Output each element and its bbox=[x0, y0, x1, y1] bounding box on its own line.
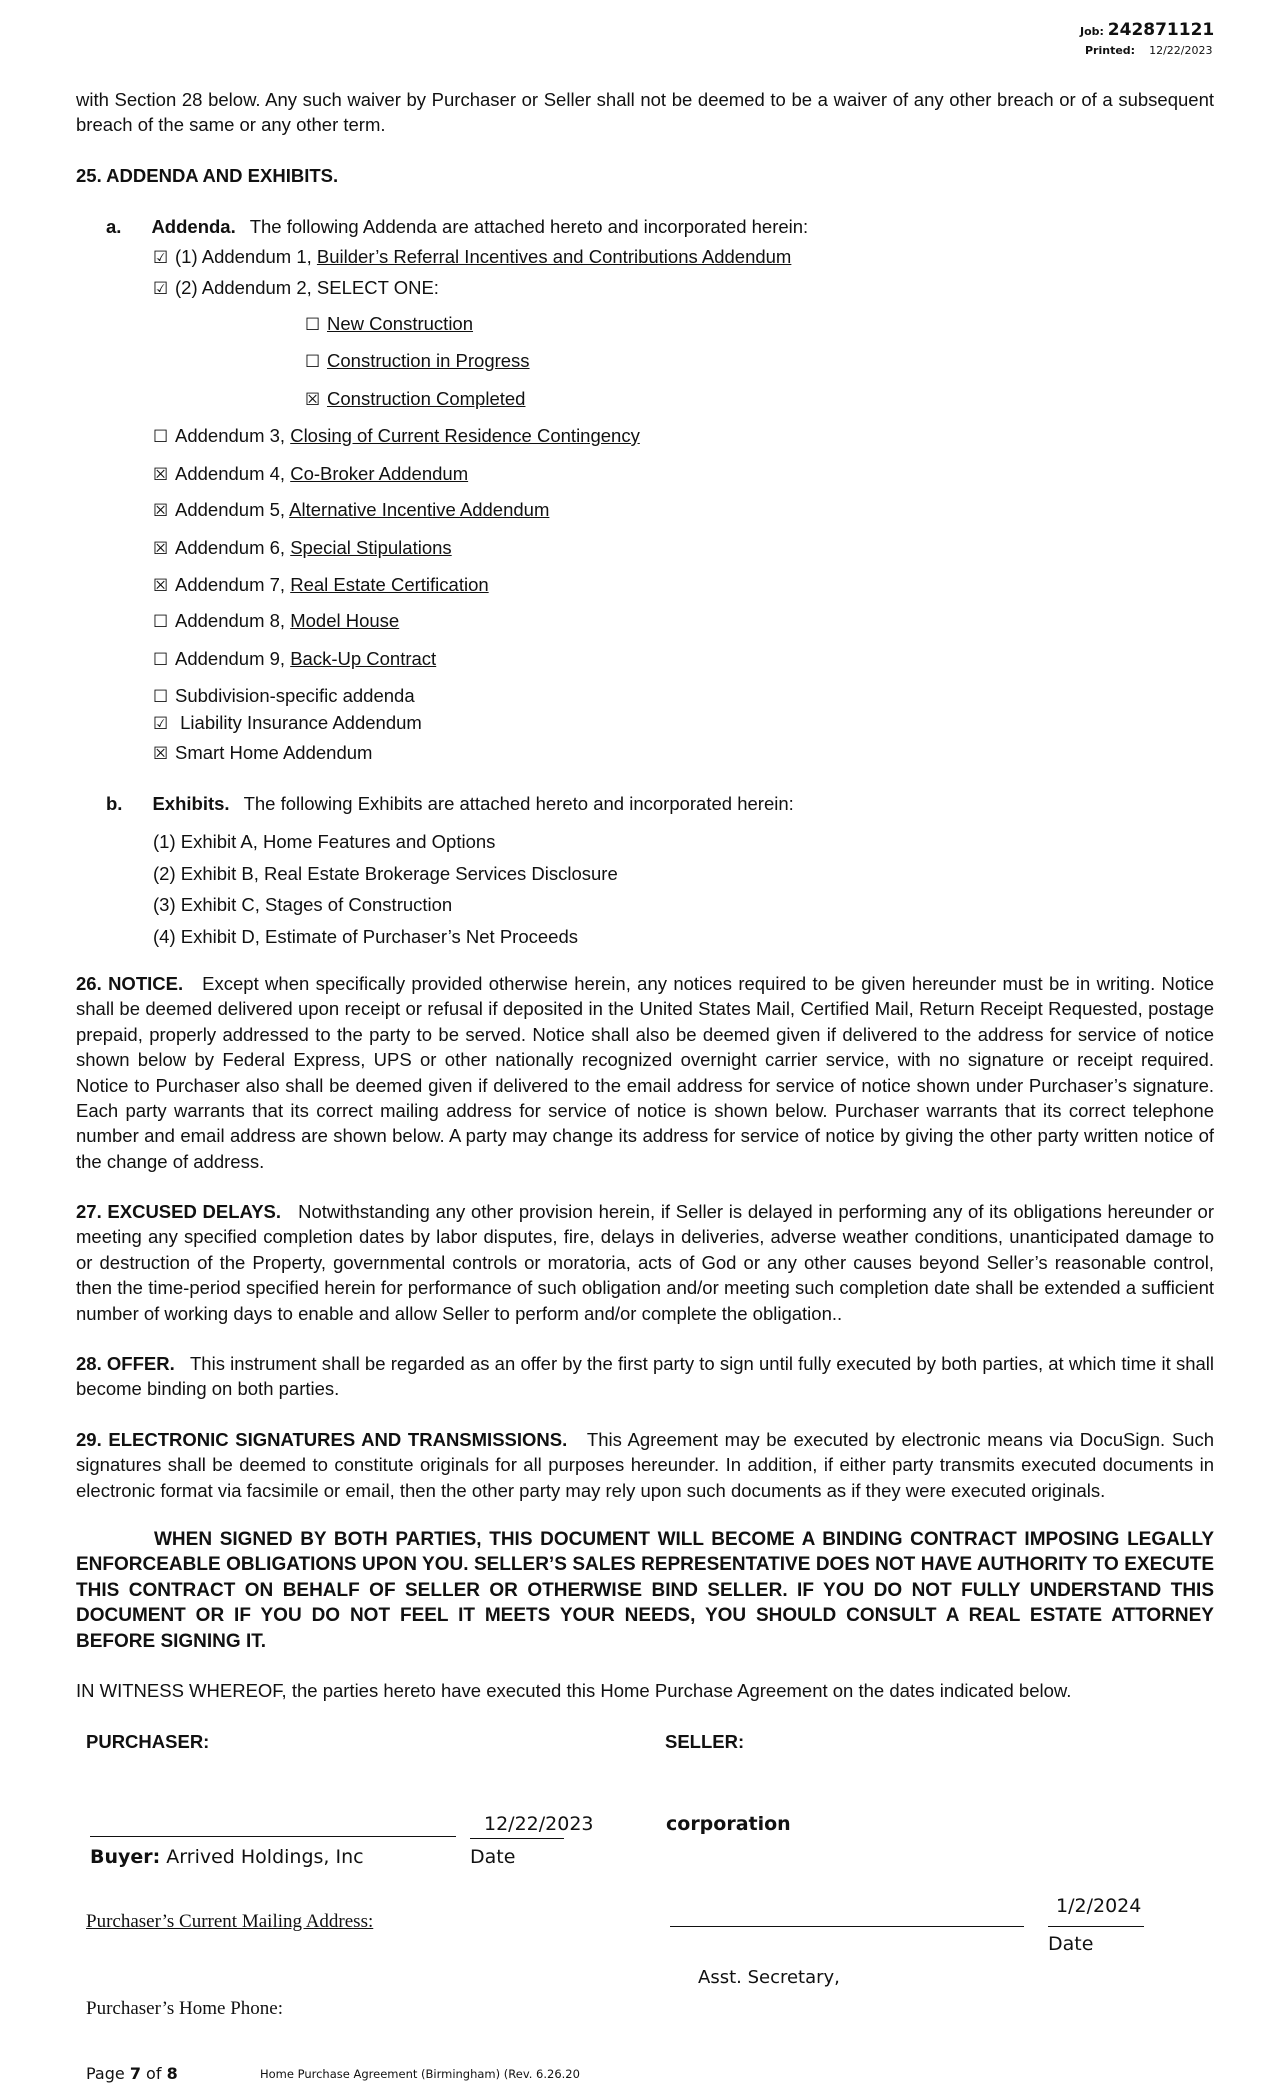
section-28 bbox=[76, 1351, 1214, 1402]
section-25-heading: 25. ADDENDA AND EXHIBITS. bbox=[76, 165, 339, 186]
addendum-item bbox=[305, 350, 530, 372]
buyer-value: Arrived Holdings, Inc bbox=[160, 1846, 364, 1868]
addenda-heading bbox=[106, 216, 808, 238]
section-26 bbox=[76, 971, 1214, 1174]
addendum-item bbox=[153, 246, 791, 268]
seller-date-line bbox=[1048, 1926, 1144, 1927]
addendum-prefix: Subdivision-specific addenda bbox=[175, 685, 415, 706]
purchaser-date-label: Date bbox=[470, 1846, 516, 1868]
addendum-name: Builder’s Referral Incentives and Contributions Addendum bbox=[316, 246, 792, 267]
addendum-prefix: (2) Addendum 2, SELECT ONE: bbox=[175, 277, 439, 298]
checkbox-icon[interactable]: ☐ bbox=[153, 650, 169, 670]
checkbox-icon[interactable]: ☒ bbox=[153, 501, 169, 521]
page-total: 8 bbox=[166, 2064, 178, 2083]
section-27-text: Notwithstanding any other provision herein, if Seller is delayed in performing any of its obligations hereunder or meeting any specified completion dates by labor disputes, fire, delays in deliveries, adverse weather conditions, unanticipated damage to or destruction of the Property, governmental controls or moratoria, acts of God or any other causes beyond Seller’s reasonable control, then the time-period specified herein for performance of such obligation and/or meeting such completion date shall be extended a sufficient number of working days to enable and allow Seller to perform and/or complete the obligation.. bbox=[76, 1201, 1214, 1324]
section-28-heading: 28. OFFER. bbox=[76, 1353, 175, 1374]
checkbox-icon[interactable]: ☒ bbox=[153, 465, 169, 485]
checkbox-icon[interactable]: ☐ bbox=[305, 352, 321, 372]
addendum-name: Co-Broker Addendum bbox=[290, 463, 469, 484]
checkbox-icon[interactable]: ☐ bbox=[153, 687, 169, 707]
addendum-item bbox=[153, 277, 439, 299]
addendum-item bbox=[305, 313, 473, 335]
checkbox-icon[interactable]: ☒ bbox=[305, 390, 321, 410]
addendum-name: Model House bbox=[290, 610, 400, 631]
addendum-name: Construction in Progress bbox=[327, 350, 530, 371]
addendum-prefix: (1) Addendum 1, bbox=[175, 246, 317, 267]
seller-title: Asst. Secretary, bbox=[698, 1967, 840, 1988]
addendum-prefix: Smart Home Addendum bbox=[175, 742, 373, 763]
a-title: Addenda. bbox=[151, 216, 236, 237]
addendum-prefix: Addendum 4, bbox=[175, 463, 291, 484]
addendum-prefix: Addendum 3, bbox=[175, 425, 291, 446]
section-26-heading: 26. NOTICE. bbox=[76, 973, 184, 994]
section-28-text: This instrument shall be regarded as an offer by the first party to sign until fully executed by both parties, at which time it shall become binding on both parties. bbox=[76, 1353, 1215, 1400]
job-label: Job: bbox=[1080, 25, 1104, 38]
checkbox-icon[interactable]: ☑ bbox=[153, 279, 169, 299]
buyer-label: Buyer: bbox=[90, 1846, 161, 1868]
seller-date-label: Date bbox=[1048, 1933, 1094, 1955]
checkbox-icon[interactable]: ☒ bbox=[153, 576, 169, 596]
b-title: Exhibits. bbox=[152, 793, 230, 814]
addendum-name: Special Stipulations bbox=[290, 537, 452, 558]
seller-date: 1/2/2024 bbox=[1056, 1895, 1142, 1917]
addendum-item bbox=[153, 463, 468, 485]
section-27-heading: 27. EXCUSED DELAYS. bbox=[76, 1201, 282, 1222]
checkbox-icon[interactable]: ☐ bbox=[305, 315, 321, 335]
section-29 bbox=[76, 1427, 1214, 1503]
addendum-name: Closing of Current Residence Contingency bbox=[290, 425, 640, 446]
page-prefix: Page bbox=[86, 2064, 130, 2083]
section-26-text: Except when specifically provided otherwise herein, any notices required to be given hereunder must be in writing. Notice shall be deemed delivered upon receipt or refusal if deposited in the United States Mail, Certified Mail, Return Receipt Requested, postage prepaid, properly addressed to the party to be served. Notice shall also be deemed given if delivered to the address for service of notice shown below by Federal Express, UPS or other nationally recognized overnight carrier service, with no signature or receipt required. Notice to Purchaser also shall be deemed given if delivered to the email address for service of notice shown under Purchaser’s signature. Each party warrants that its correct mailing address for service of notice is shown below. Purchaser warrants that its correct telephone number and email address are shown below. A party may change its address for service of notice by giving the other party written notice of the change of address. bbox=[76, 973, 1214, 1172]
seller-signature-line[interactable] bbox=[670, 1926, 1024, 1927]
a-text: The following Addenda are attached hereto and incorporated herein: bbox=[249, 216, 809, 237]
addendum-prefix: Liability Insurance Addendum bbox=[175, 712, 422, 733]
addendum-name: Back-Up Contract bbox=[290, 648, 437, 669]
addendum-name: Real Estate Certification bbox=[290, 574, 489, 595]
seller-label: SELLER: bbox=[665, 1731, 745, 1752]
exhibit-item: (3) Exhibit C, Stages of Construction bbox=[153, 894, 453, 915]
addendum-item bbox=[153, 685, 415, 707]
section-29-heading: 29. ELECTRONIC SIGNATURES AND TRANSMISSIONS. bbox=[76, 1429, 568, 1450]
addendum-item bbox=[153, 610, 399, 632]
purchaser-date-line bbox=[470, 1838, 564, 1839]
checkbox-icon[interactable]: ☑ bbox=[153, 714, 169, 734]
seller-company: corporation bbox=[666, 1813, 791, 1835]
addendum-item bbox=[153, 499, 549, 521]
job-number bbox=[1080, 20, 1214, 40]
a-label: a. bbox=[106, 216, 122, 237]
exhibit-item: (4) Exhibit D, Estimate of Purchaser’s Net Proceeds bbox=[153, 925, 578, 947]
addendum-item bbox=[153, 425, 640, 447]
addendum-item bbox=[305, 388, 525, 410]
page-of: of bbox=[140, 2064, 167, 2083]
printed-label: Printed: bbox=[1085, 44, 1136, 57]
mailing-address-label: Purchaser’s Current Mailing Address: bbox=[86, 1911, 374, 1932]
purchaser-signature-line[interactable] bbox=[90, 1836, 456, 1837]
addendum-prefix: Addendum 6, bbox=[175, 537, 291, 558]
checkbox-icon[interactable]: ☐ bbox=[153, 612, 169, 632]
addendum-item bbox=[153, 742, 372, 764]
printed-value: 12/22/2023 bbox=[1149, 44, 1213, 57]
intro-paragraph: with Section 28 below. Any such waiver by Purchaser or Seller shall not be deemed to be a waiver of any other breach or of a subsequent breach of the same or any other term. bbox=[76, 89, 1214, 136]
exhibit-item: (2) Exhibit B, Real Estate Brokerage Services Disclosure bbox=[153, 862, 618, 884]
exhibit-item: (1) Exhibit A, Home Features and Options bbox=[153, 831, 496, 852]
binding-warning: WHEN SIGNED BY BOTH PARTIES, THIS DOCUMENT WILL BECOME A BINDING CONTRACT IMPOSING LEGALLY ENFORCEABLE OBLIGATIONS UPON YOU. SELLER’S SALES REPRESENTATIVE DOES NOT HAVE AUTHORITY TO EXECUTE THIS CONTRACT ON BEHALF OF SELLER OR OTHERWISE BIND SELLER. IF YOU DO NOT FULLY UNDERSTAND THIS DOCUMENT OR IF YOU DO NOT FEEL IT MEETS YOUR NEEDS, YOU SHOULD CONSULT A REAL ESTATE ATTORNEY BEFORE SIGNING IT. bbox=[76, 1529, 1214, 1652]
addendum-item bbox=[153, 712, 422, 734]
addendum-name: Alternative Incentive Addendum bbox=[289, 499, 550, 520]
purchaser-date: 12/22/2023 bbox=[484, 1813, 594, 1835]
page-current: 7 bbox=[129, 2064, 141, 2083]
addendum-item bbox=[153, 648, 436, 670]
printed-date bbox=[1085, 44, 1213, 57]
addendum-prefix: Addendum 7, bbox=[175, 574, 291, 595]
addendum-name: New Construction bbox=[327, 313, 474, 334]
addendum-prefix: Addendum 9, bbox=[175, 648, 291, 669]
checkbox-icon[interactable]: ☐ bbox=[153, 427, 169, 447]
exhibits-list bbox=[153, 826, 618, 952]
buyer-name bbox=[90, 1846, 364, 1868]
exhibits-heading bbox=[106, 793, 794, 815]
page-number bbox=[86, 2064, 178, 2083]
addendum-item bbox=[153, 574, 489, 596]
addendum-prefix: Addendum 8, bbox=[175, 610, 291, 631]
b-label: b. bbox=[106, 793, 123, 814]
addendum-prefix: Addendum 5, bbox=[175, 499, 290, 520]
b-text: The following Exhibits are attached hereto and incorporated herein: bbox=[243, 793, 794, 814]
addendum-name: Construction Completed bbox=[327, 388, 526, 409]
purchaser-label: PURCHASER: bbox=[86, 1731, 210, 1752]
checkbox-icon[interactable]: ☒ bbox=[153, 539, 169, 559]
home-phone-label: Purchaser’s Home Phone: bbox=[86, 1998, 284, 2019]
document-title: Home Purchase Agreement (Birmingham) (Rev. 6.26.20 bbox=[260, 2067, 580, 2081]
addendum-item bbox=[153, 537, 452, 559]
checkbox-icon[interactable]: ☒ bbox=[153, 744, 169, 764]
job-value: 242871121 bbox=[1107, 20, 1215, 40]
checkbox-icon[interactable]: ☑ bbox=[153, 248, 169, 268]
section-29-text: This Agreement may be executed by electronic means via DocuSign. Such signatures shall be deemed to constitute originals for all purposes hereunder. In addition, if either party transmits executed documents in electronic format via facsimile or email, then the other party may rely upon such documents as if they were executed originals. bbox=[76, 1429, 1214, 1501]
witness-statement: IN WITNESS WHEREOF, the parties hereto have executed this Home Purchase Agreement on the dates indicated below. bbox=[76, 1680, 1072, 1701]
section-27 bbox=[76, 1199, 1214, 1326]
